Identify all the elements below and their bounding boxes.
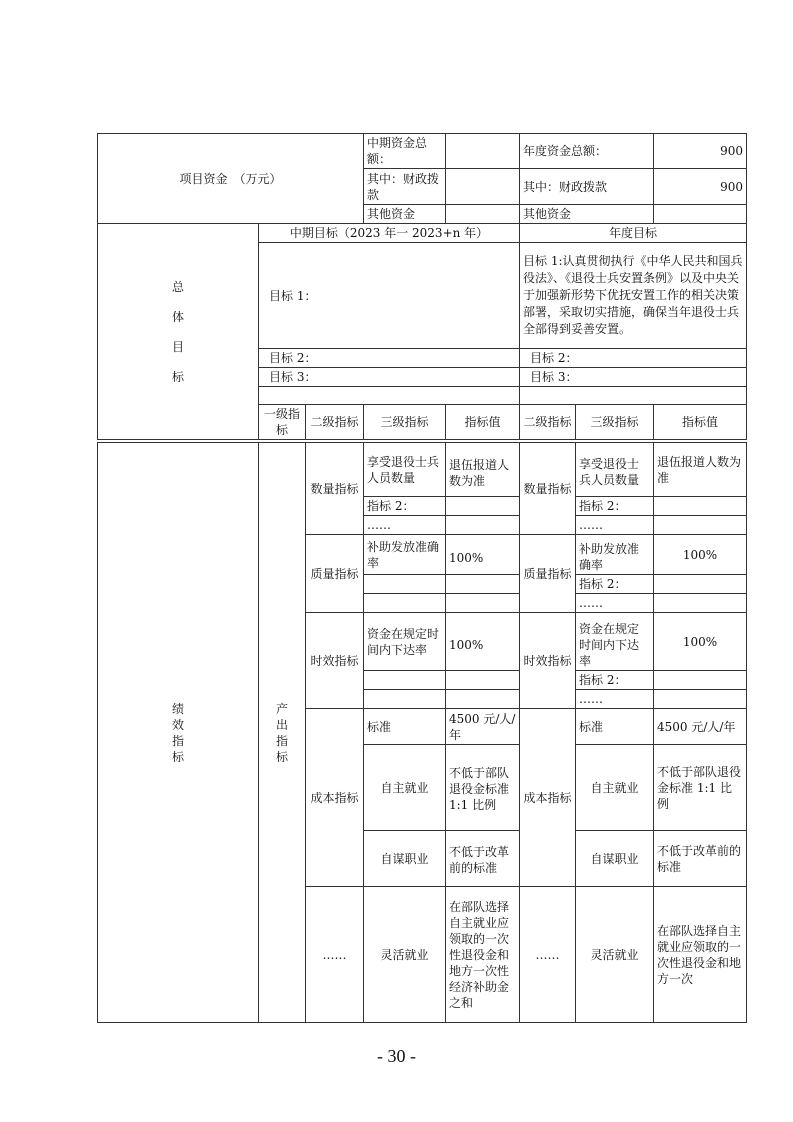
timeliness-label: 时效指标 <box>306 613 364 709</box>
goal2-mid: 目标 2： <box>259 349 520 368</box>
output-indicator-label: 产 出 指 标 <box>259 443 306 1023</box>
quality-r2-name-annual: 指标 2： <box>576 575 654 594</box>
annual-fiscal-value: 900 <box>654 169 747 205</box>
quantity-r1-name-annual: 享受退役士兵人员数量 <box>576 443 654 497</box>
cost-label: 成本指标 <box>306 709 364 887</box>
quantity-r3-name-annual: …… <box>576 516 654 535</box>
flex-label-annual: …… <box>520 887 576 1023</box>
mid-total-value <box>446 134 520 169</box>
quantity-r3-name: …… <box>364 516 446 535</box>
quality-r1-value-annual: 100% <box>654 535 747 575</box>
funds-label: 项目资金 （万元） <box>98 134 364 224</box>
quantity-r1-name: 享受退役士兵人员数量 <box>364 443 446 497</box>
goal2-annual: 目标 2： <box>520 349 747 368</box>
cost-r1-name: 标准 <box>364 709 446 745</box>
annual-other-label: 其他资金 <box>520 205 654 224</box>
cost-r3-value-annual: 不低于改革前的标准 <box>654 831 747 887</box>
performance-indicators-table <box>97 442 747 1023</box>
header-level3-annual: 三级指标 <box>576 405 654 440</box>
cost-r2-value: 不低于部队退役金标准 1:1 比例 <box>446 745 520 831</box>
performance-label: 绩 效 指 标 <box>98 443 259 1023</box>
budget-performance-table <box>97 133 747 440</box>
quantity-r2-name-annual: 指标 2： <box>576 497 654 516</box>
quality-r1-name: 补助发放准确率 <box>364 535 446 575</box>
cost-r2-name: 自主就业 <box>364 745 446 831</box>
cost-r1-name-annual: 标准 <box>576 709 654 745</box>
timeliness-r1-value-annual: 100% <box>654 613 747 671</box>
header-level2: 二级指标 <box>306 405 364 440</box>
timeliness-r1-name-annual: 资金在规定时间内下达率 <box>576 613 654 671</box>
quality-label: 质量指标 <box>306 535 364 613</box>
goal3-mid: 目标 3： <box>259 368 520 387</box>
overall-goal-label: 总 体 目 标 <box>98 224 259 440</box>
quality-r1-value: 100% <box>446 535 520 575</box>
flex-label: …… <box>306 887 364 1023</box>
mid-fiscal-value <box>446 169 520 205</box>
timeliness-r3-name-annual: …… <box>576 690 654 709</box>
cost-r3-name-annual: 自谋职业 <box>576 831 654 887</box>
flex-value-annual: 在部队选择自主就业应领取的一次性退役金和地方一次 <box>654 887 747 1023</box>
timeliness-r1-name: 资金在规定时间内下达率 <box>364 613 446 671</box>
flex-name-annual: 灵活就业 <box>576 887 654 1023</box>
quantity-r1-value: 退伍报道人数为准 <box>446 443 520 497</box>
goal3-annual: 目标 3： <box>520 368 747 387</box>
annual-total-label: 年度资金总额： <box>520 134 654 169</box>
cost-r2-value-annual: 不低于部队退役金标准 1:1 比例 <box>654 745 747 831</box>
annual-goal-header: 年度目标 <box>520 224 747 243</box>
header-level2-annual: 二级指标 <box>520 405 576 440</box>
annual-total-value: 900 <box>654 134 747 169</box>
timeliness-r1-value: 100% <box>446 613 520 671</box>
cost-r2-name-annual: 自主就业 <box>576 745 654 831</box>
timeliness-label-annual: 时效指标 <box>520 613 576 709</box>
mid-fiscal-label: 其中：财政拨款 <box>364 169 446 205</box>
timeliness-r2-name-annual: 指标 2： <box>576 671 654 690</box>
cost-r1-value-annual: 4500 元/人/年 <box>654 709 747 745</box>
annual-fiscal-label: 其中：财政拨款 <box>520 169 654 205</box>
quality-r1-name-annual: 补助发放准确率 <box>576 535 654 575</box>
goal1-annual: 目标 1:认真贯彻执行《中华人民共和国兵役法》、《退役士兵安置条例》以及中央关于加强新形势下优抚安置工作的相关决策部署，采取切实措施，确保当年退役士兵全部得到妥善安置。 <box>520 243 747 349</box>
header-value: 指标值 <box>446 405 520 440</box>
header-level1: 一级指标 <box>259 405 306 440</box>
mid-total-label: 中期资金总额： <box>364 134 446 169</box>
quantity-r2-name: 指标 2： <box>364 497 446 516</box>
quantity-label: 数量指标 <box>306 443 364 535</box>
quantity-label-annual: 数量指标 <box>520 443 576 535</box>
cost-r3-name: 自谋职业 <box>364 831 446 887</box>
flex-value: 在部队选择自主就业应领取的一次性退役金和地方一次性经济补助金之和 <box>446 887 520 1023</box>
cost-r1-value: 4500 元/人/年 <box>446 709 520 745</box>
cost-label-annual: 成本指标 <box>520 709 576 887</box>
page-number: - 30 - <box>377 1046 416 1066</box>
header-level3: 三级指标 <box>364 405 446 440</box>
quality-label-annual: 质量指标 <box>520 535 576 613</box>
mid-other-label: 其他资金 <box>364 205 446 224</box>
flex-name: 灵活就业 <box>364 887 446 1023</box>
goal1-mid: 目标 1： <box>259 243 520 349</box>
quality-r3-name-annual: …… <box>576 594 654 613</box>
quantity-r1-value-annual: 退伍报道人数为准 <box>654 443 747 497</box>
mid-goal-header: 中期目标（2023 年一 2023+n 年） <box>259 224 520 243</box>
header-value-annual: 指标值 <box>654 405 747 440</box>
cost-r3-value: 不低于改革前的标准 <box>446 831 520 887</box>
